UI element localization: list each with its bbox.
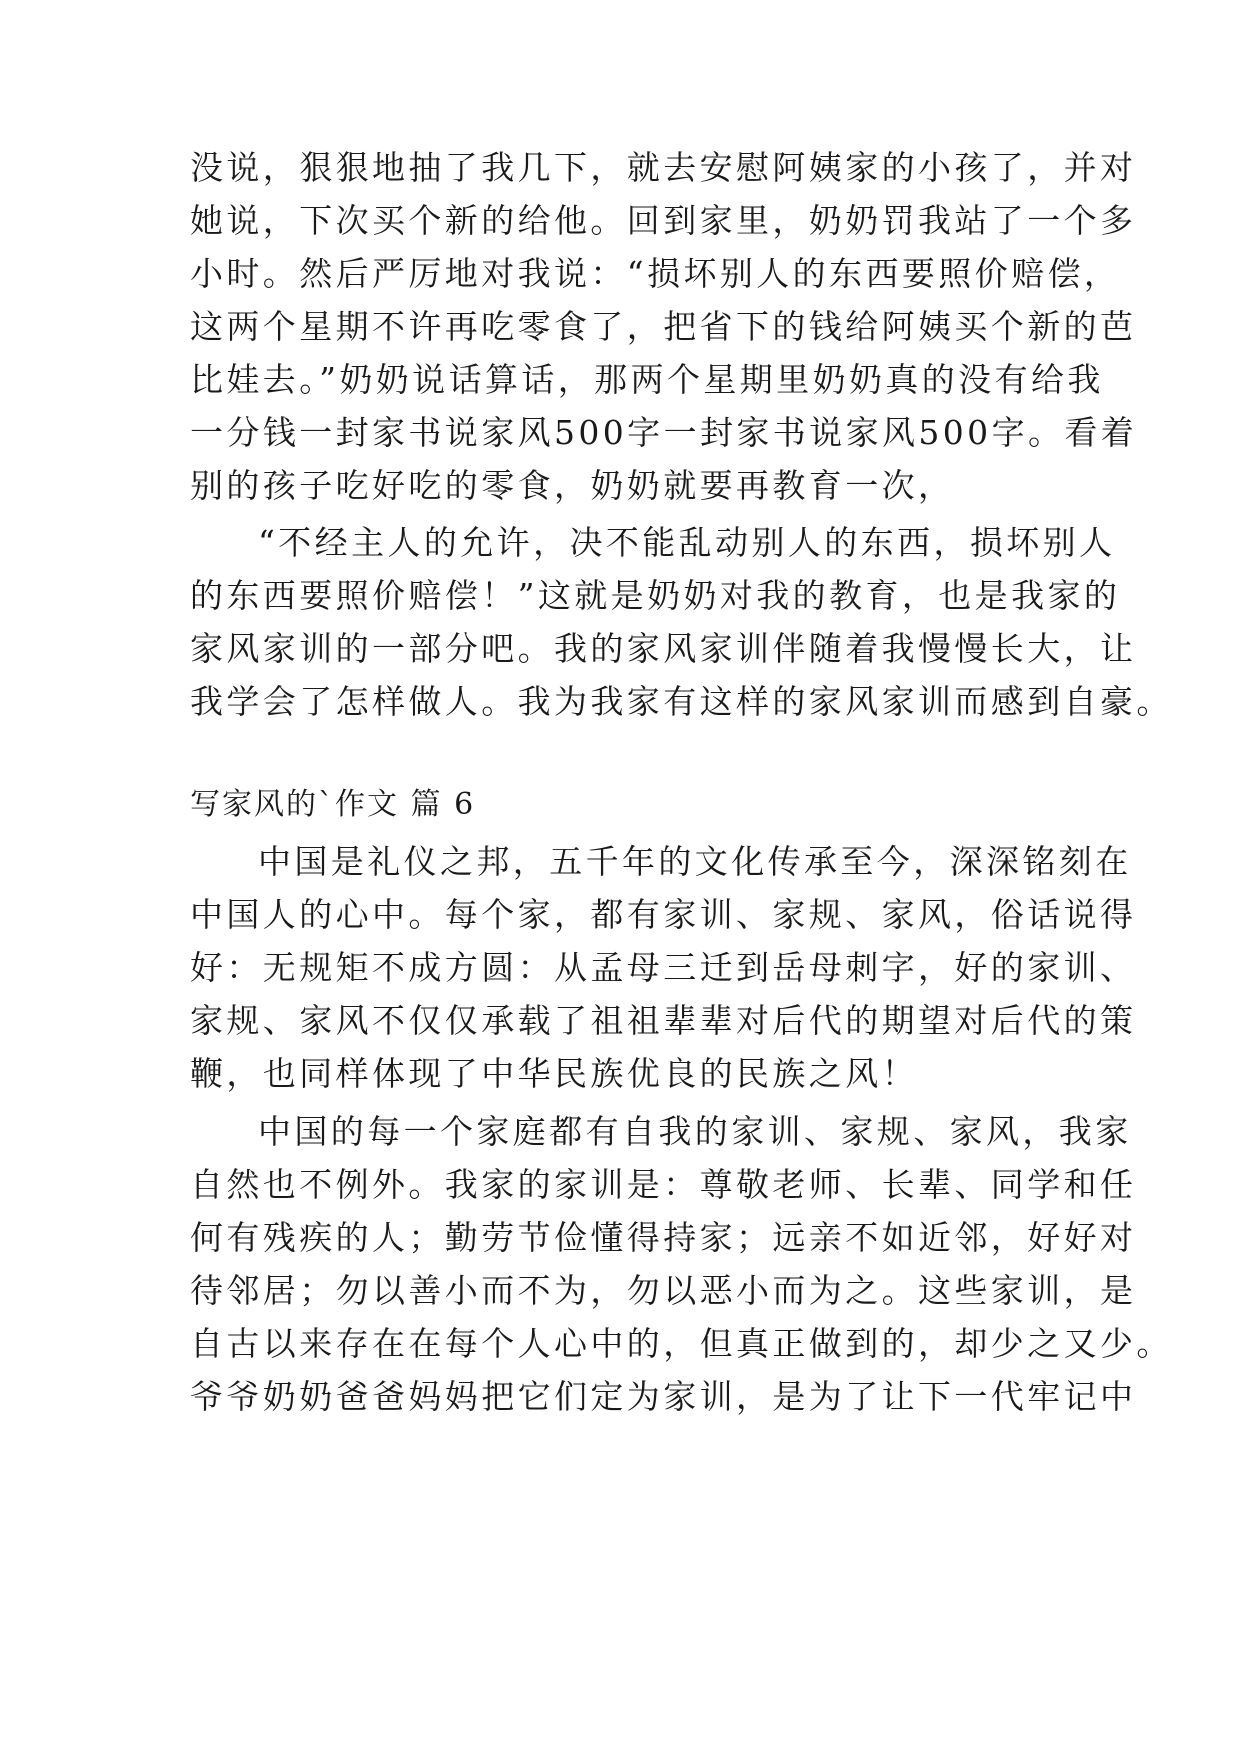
text-line: 中国人的心中。每个家，都有家训、家规、家风，俗话说得 <box>190 895 1137 934</box>
text-line: 小时。然后严厉地对我说：“损坏别人的东西要照价赔偿， <box>190 254 1121 293</box>
text-line: “不经主人的允许，决不能乱动别人的东西，损坏别人 <box>258 523 1116 562</box>
text-line: 中国是礼仪之邦，五千年的文化传承至今，深深铭刻在 <box>258 842 1132 881</box>
text-line: 家规、家风不仅仅承载了祖祖辈辈对后代的期望对后代的策 <box>190 1001 1137 1040</box>
text-line: 别的孩子吃好吃的零食，奶奶就要再教育一次， <box>190 466 955 505</box>
text-line: 爷爷奶奶爸爸妈妈把它们定为家训，是为了让下一代牢记中 <box>190 1377 1137 1416</box>
text-line: 自古以来存在在每个人心中的，但真正做到的，却少之又少。 <box>190 1324 1173 1363</box>
text-line: 鞭，也同样体现了中华民族优良的民族之风！ <box>190 1054 918 1093</box>
text-line: 家风家训的一部分吧。我的家风家训伴随着我慢慢长大，让 <box>190 629 1137 668</box>
text-line: 待邻居；勿以善小而不为，勿以恶小而为之。这些家训，是 <box>190 1271 1137 1310</box>
text-line: 自然也不例外。我家的家训是：尊敬老师、长辈、同学和任 <box>190 1165 1137 1204</box>
text-line: 我学会了怎样做人。我为我家有这样的家风家训而感到自豪。 <box>190 682 1173 721</box>
section-heading: 写家风的`作文 篇 6 <box>190 787 476 822</box>
text-line: 的东西要照价赔偿！”这就是奶奶对我的教育，也是我家的 <box>190 576 1121 615</box>
text-line: 没说，狠狠地抽了我几下，就去安慰阿姨家的小孩了，并对 <box>190 148 1137 187</box>
text-line: 何有残疾的人；勤劳节俭懂得持家；远亲不如近邻，好好对 <box>190 1218 1137 1257</box>
text-line: 她说，下次买个新的给他。回到家里，奶奶罚我站了一个多 <box>190 201 1137 240</box>
text-line: 这两个星期不许再吃零食了，把省下的钱给阿姨买个新的芭 <box>190 307 1137 346</box>
text-line: 比娃去。”奶奶说话算话，那两个星期里奶奶真的没有给我 <box>190 360 1104 399</box>
text-line: 中国的每一个家庭都有自我的家训、家规、家风，我家 <box>258 1112 1132 1151</box>
text-line: 好：无规矩不成方圆：从孟母三迁到岳母刺字，好的家训、 <box>190 948 1137 987</box>
text-line: 一分钱一封家书说家风500字一封家书说家风500字。看着 <box>190 413 1138 452</box>
